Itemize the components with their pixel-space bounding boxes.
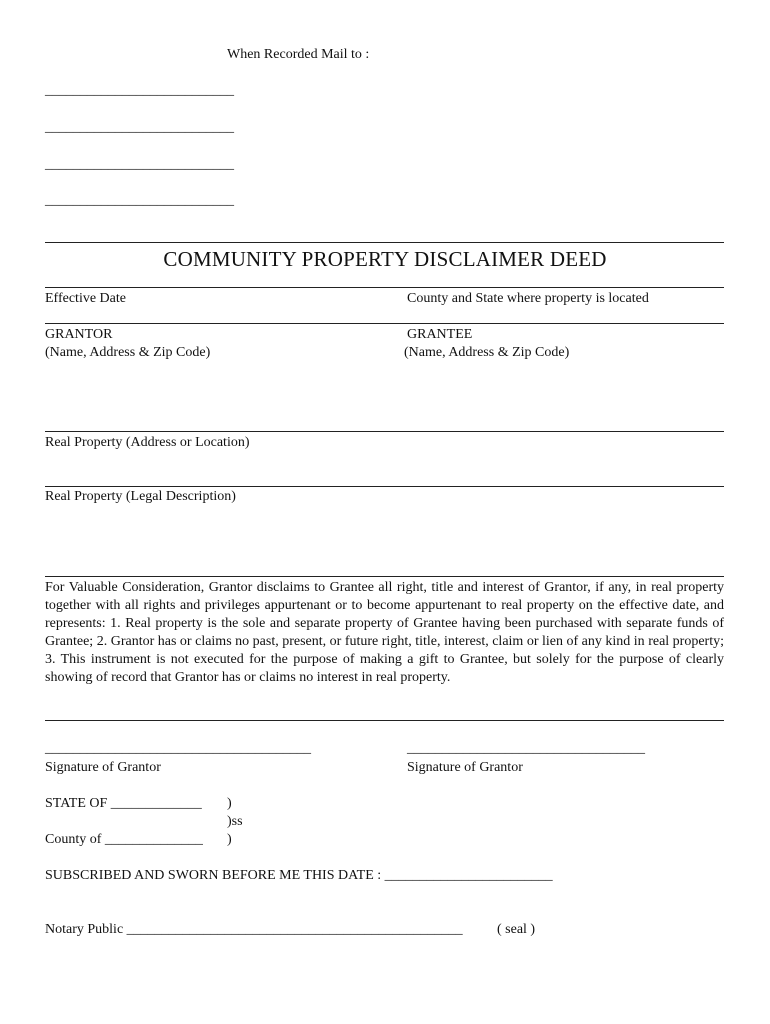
title-top-rule [45,242,724,243]
signature-line-right[interactable]: __________________________________ [407,741,645,756]
consideration-bottom-rule [45,720,724,721]
mail-to-line-3[interactable]: ___________________________ [45,157,234,172]
mail-to-line-4[interactable]: ___________________________ [45,193,234,208]
consideration-paragraph: For Valuable Consideration, Grantor disclaims to Grantee all right, title and interest of Grantor, if any, in real property together with all rights and privileges appurtenant or to become appurtenant to real property on the effective date, and represents: 1. Real property is the sole and separate property of Grantee having been purchased with separate funds of Grantee; 2. Grantor has or claims no past, present, or future right, title, interest, claim or lien of any kind in real property; 3. This instrument is not executed for the purpose of making a gift to Grantee, but solely for the purpose of clearly showing of record that Grantor has or claims no interest in real property. [45,580,724,685]
notary-public-field[interactable]: Notary Public ________________________________________________ [45,922,463,937]
county-of-field[interactable]: County of ______________ [45,832,203,847]
mail-to-line-1[interactable]: ___________________________ [45,83,234,98]
grantor-label: GRANTOR [45,327,113,342]
address-top-rule [45,431,724,432]
venue-ss: )ss [227,814,243,829]
consideration-top-rule [45,576,724,577]
signature-line-left[interactable]: ______________________________________ [45,741,311,756]
grantee-sub-label: (Name, Address & Zip Code) [404,345,570,360]
effective-date-label: Effective Date [45,291,126,306]
venue-bracket-2: ) [227,832,232,847]
grantor-sub-label: (Name, Address & Zip Code) [45,345,211,360]
page-title: COMMUNITY PROPERTY DISCLAIMER DEED [163,247,607,271]
parties-top-rule [45,323,724,324]
seal-label: ( seal ) [497,922,536,937]
state-of-field[interactable]: STATE OF _____________ [45,796,202,811]
county-state-label: County and State where property is located [407,291,649,306]
mail-to-line-2[interactable]: ___________________________ [45,120,234,135]
real-property-address-label: Real Property (Address or Location) [45,435,250,450]
title-bottom-rule [45,287,724,288]
real-property-legal-label: Real Property (Legal Description) [45,489,236,504]
venue-bracket-1: ) [227,796,232,811]
legal-top-rule [45,486,724,487]
grantee-label: GRANTEE [407,327,473,342]
subscribed-date-field[interactable]: SUBSCRIBED AND SWORN BEFORE ME THIS DATE : ________________________ [45,868,553,883]
signature-label-right: Signature of Grantor [407,760,523,775]
mail-to-label: When Recorded Mail to : [227,47,370,62]
signature-label-left: Signature of Grantor [45,760,161,775]
